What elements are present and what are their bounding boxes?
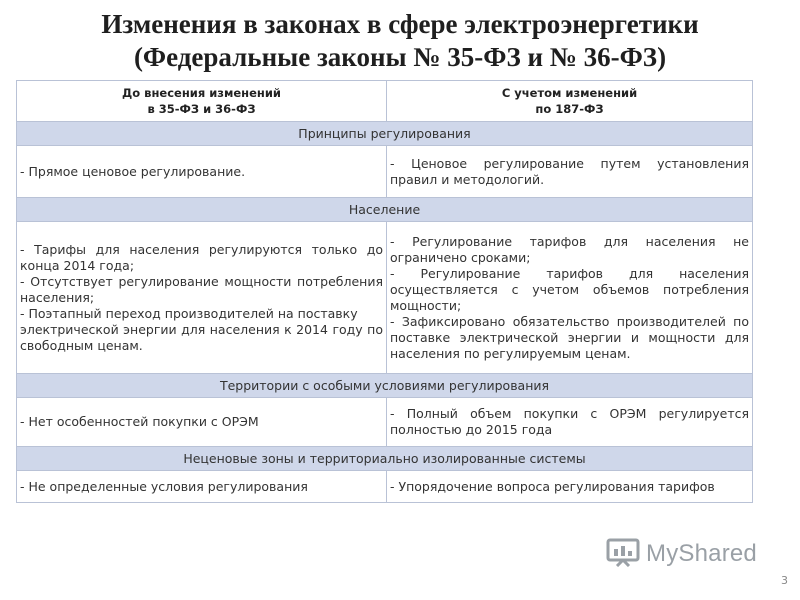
table-row xyxy=(17,398,753,447)
table-row xyxy=(17,222,753,374)
slide-title xyxy=(20,8,780,74)
cell-after: - Ценовое регулирование путем установления правил и методологий. xyxy=(387,146,753,198)
section-header-territories xyxy=(17,374,753,398)
cell-before: - Тарифы для населения регулируются только до конца 2014 года; - Отсутствует регулирование мощности потребления населения; - Поэтапный переход производителей на поставку электрической энергии для населения к 2014 году по свободным ценам. xyxy=(17,222,387,374)
section-header-principles xyxy=(17,122,753,146)
cell-after: - Регулирование тарифов для населения не ограничено сроками; - Регулирование тарифов для населения осуществляется с учетом объемов потребления мощности; - Зафиксировано обязательство производителей по поставке электрической энергии и мощности для населения по регулируемым ценам. xyxy=(387,222,753,374)
comparison-table xyxy=(16,80,753,503)
section-title: Принципы регулирования xyxy=(17,122,753,146)
title-line-2: (Федеральные законы № 35-ФЗ и № 36-ФЗ) xyxy=(133,42,667,72)
table-row xyxy=(17,146,753,198)
section-title: Неценовые зоны и территориально изолированные системы xyxy=(17,447,753,471)
cell-before: - Не определенные условия регулирования xyxy=(17,471,387,503)
table-header-row xyxy=(17,81,753,122)
title-line-1: Изменения в законах в сфере электроэнергетики xyxy=(101,9,699,39)
cell-before: - Нет особенностей покупки с ОРЭМ xyxy=(17,398,387,447)
cell-after: - Упорядочение вопроса регулирования тарифов xyxy=(387,471,753,503)
section-title: Территории с особыми условиями регулирования xyxy=(17,374,753,398)
header-left-line-2: в 35-ФЗ и 36-ФЗ xyxy=(147,102,256,116)
section-header-non-price-zones xyxy=(17,447,753,471)
section-header-population xyxy=(17,198,753,222)
header-left-line-1: До внесения изменений xyxy=(122,86,281,100)
header-right-line-1: С учетом изменений xyxy=(501,86,638,100)
cell-after: - Полный объем покупки с ОРЭМ регулируется полностью до 2015 года xyxy=(387,398,753,447)
presentation-board-icon xyxy=(606,537,640,571)
header-after-changes xyxy=(387,81,753,122)
cell-before: - Прямое ценовое регулирование. xyxy=(17,146,387,198)
section-title: Население xyxy=(17,198,753,222)
myshared-logo xyxy=(606,538,757,570)
header-before-changes xyxy=(17,81,387,122)
page-number: 3 xyxy=(781,574,788,587)
header-right-line-2: по 187-ФЗ xyxy=(535,102,604,116)
logo-text: MyShared xyxy=(646,540,757,567)
table-row xyxy=(17,471,753,503)
